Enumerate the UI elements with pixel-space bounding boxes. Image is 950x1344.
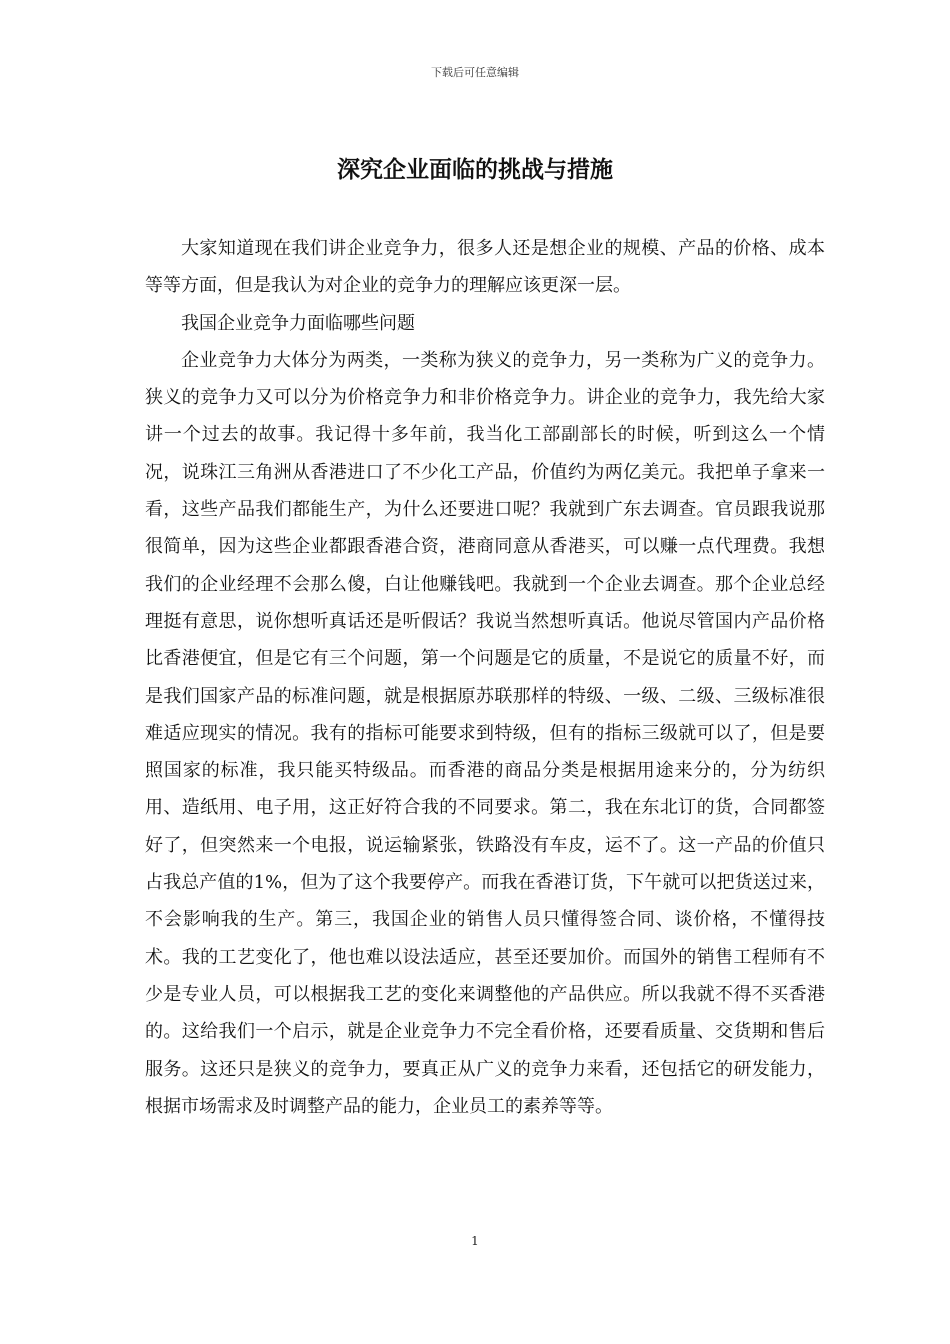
page-number: 1 — [471, 1234, 479, 1248]
intro-paragraph: 大家知道现在我们讲企业竞争力，很多人还是想企业的规模、产品的价格、成本等等方面，但是我认为对企业的竞争力的理解应该更深一层。 — [145, 238, 825, 297]
document-title: 深究企业面临的挑战与措施 — [337, 156, 613, 183]
page-header-note: 下载后可任意编辑 — [431, 66, 519, 79]
section-heading-paragraph: 我国企业竞争力面临哪些问题 — [181, 312, 415, 334]
story-paragraph: 企业竞争力大体分为两类，一类称为狭义的竞争力，另一类称为广义的竞争力。狭义的竞争力又可以分为价格竞争力和非价格竞争力。讲企业的竞争力，我先给大家讲一个过去的故事。我记得十多年前，我当化工部副部长的时候，听到这么一个情况，说珠江三角洲从香港进口了不少化工产品，价值约为两亿美元。我把单子拿来一看，这些产品我们都能生产，为什么还要进口呢？我就到广东去调查。官员跟我说那很简单，因为这些企业都跟香港合资，港商同意从香港买，可以赚一点代理费。我想我们的企业经理不会那么傻，白让他赚钱吧。我就到一个企业去调查。那个企业总经理挺有意思，说你想听真话还是听假话？我说当然想听真话。他说尽管国内产品价格比香港便宜，但是它有三个问题，第一个问题是它的质量，不是说它的质量不好，而是我们国家产品的标准问题，就是根据原苏联那样的特级、一级、二级、三级标准很难适应现实的情况。我有的指标可能要求到特级，但有的指标三级就可以了，但是要照国家的标准，我只能买特级品。而香港的商品分类是根据用途来分的，分为纺织用、造纸用、电子用，这正好符合我的不同要求。第二，我在东北订的货，合同都签好了，但突然来一个电报，说运输紧张，铁路没有车皮，运不了。这一产品的价值只占我总产值的1%，但为了这个我要停产。而我在香港订货，下午就可以把货送过来，不会影响我的生产。第三，我国企业的销售人员只懂得签合同、谈价格，不懂得技术。我的工艺变化了，他也难以设法适应，甚至还要加价。而国外的销售工程师有不少是专业人员，可以根据我工艺的变化来调整他的产品供应。所以我就不得不买香港的。这给我们一个启示，就是企业竞争力不完全看价格，还要看质量、交货期和售后服务。这还只是狭义的竞争力，要真正从广义的竞争力来看，还包括它的研发能力，根据市场需求及时调整产品的能力，企业员工的素养等等。 — [145, 349, 825, 1117]
document-body — [145, 230, 825, 1125]
